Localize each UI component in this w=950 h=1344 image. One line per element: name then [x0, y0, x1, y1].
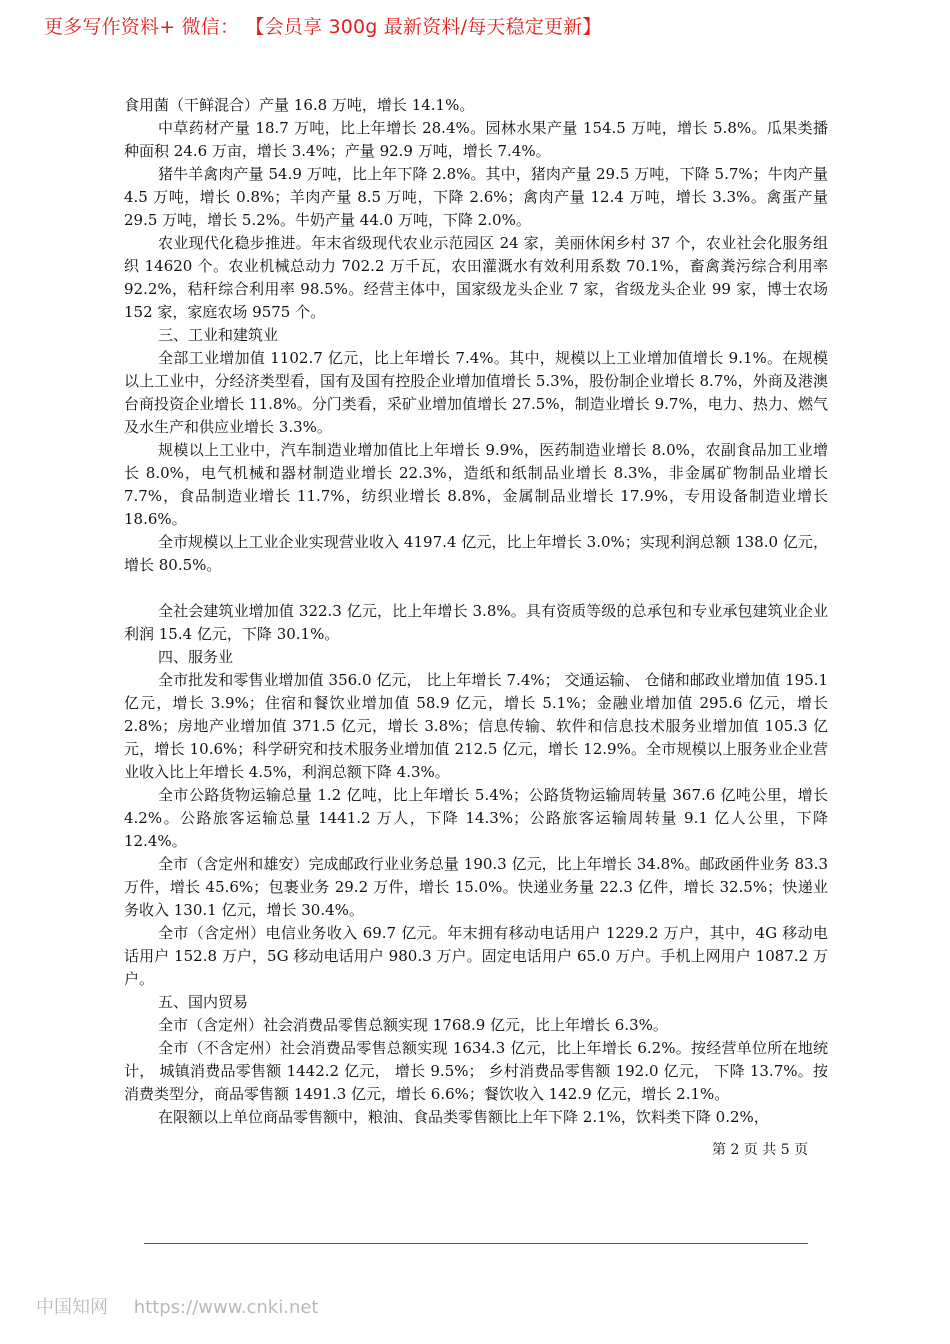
watermark-url: https://www.cnki.net	[133, 1297, 319, 1318]
cnki-watermark	[36, 1293, 318, 1319]
paragraph: 全部工业增加值 1102.7 亿元，比上年增长 7.4%。其中，规模以上工业增加值增长 9.1%。在规模以上工业中，分经济类型看，国有及国有控股企业增加值增长 5.3%，股份制企业增长 8.7%，外商及港澳台商投资企业增长 11.8%。分门类看，采矿业增加值增长 27.5%，制造业增长 9.7%，电力、热力、燃气及水生产和供应业增长 3.3%。	[124, 349, 828, 436]
page-number: 第 2 页 共 5 页	[712, 1142, 809, 1158]
paragraph: 全市（含定州和雄安）完成邮政行业业务总量 190.3 亿元，比上年增长 34.8%。邮政函件业务 83.3 万件，增长 45.6%；包裹业务 29.2 万件，增长 15.0%。快递业务量 22.3 亿件，增长 32.5%；快递业务收入 130.1 亿元，增长 30.4%。	[124, 855, 828, 919]
section-heading-services: 四、服务业	[158, 648, 234, 666]
paragraph-gap	[124, 577, 828, 600]
paragraph: 全市（含定州）电信业务收入 69.7 亿元。年末拥有移动电话用户 1229.2 万户，其中，4G 移动电话用户 152.8 万户，5G 移动电话用户 980.3 万户。固定电话用户 65.0 万户。手机上网用户 1087.2 万户。	[124, 924, 828, 988]
paragraph: 全市（不含定州）社会消费品零售总额实现 1634.3 亿元，比上年增长 6.2%。按经营单位所在地统计， 城镇消费品零售额 1442.2 亿元， 增长 9.5%； 乡村消费品零售额 192.0 亿元， 下降 13.7%。按消费类型分，商品零售额 1491.3 亿元，增长 6.6%；餐饮收入 142.9 亿元，增长 2.1%。	[124, 1039, 828, 1103]
section-heading-domestic-trade: 五、国内贸易	[158, 993, 249, 1011]
footer-divider	[144, 1243, 808, 1244]
paragraph: 全市公路货物运输总量 1.2 亿吨，比上年增长 5.4%；公路货物运输周转量 367.6 亿吨公里，增长 4.2%。公路旅客运输总量 1441.2 万人，下降 14.3%；公路旅客运输周转量 9.1 亿人公里，下降 12.4%。	[124, 786, 828, 850]
promo-banner: 更多写作资料+ 微信： 【会员享 300g 最新资料/每天稳定更新】	[44, 16, 602, 38]
paragraph: 全市批发和零售业增加值 356.0 亿元， 比上年增长 7.4%； 交通运输、 仓储和邮政业增加值 195.1 亿元，增长 3.9%；住宿和餐饮业增加值 58.9 亿元，增长 5.1%；金融业增加值 295.6 亿元，增长 2.8%；房地产业增加值 371.5 亿元，增长 3.8%；信息传输、软件和信息技术服务业增加值 105.3 亿元，增长 10.6%；科学研究和技术服务业增加值 212.5 亿元，增长 12.9%。全市规模以上服务业企业营业收入比上年增长 4.5%，利润总额下降 4.3%。	[124, 671, 828, 781]
paragraph: 在限额以上单位商品零售额中，粮油、食品类零售额比上年下降 2.1%，饮料类下降 0.2%，	[158, 1108, 769, 1126]
paragraph-continuation: 食用菌（干鲜混合）产量 16.8 万吨，增长 14.1%。	[124, 96, 475, 114]
paragraph: 规模以上工业中，汽车制造业增加值比上年增长 9.9%，医药制造业增长 8.0%，农副食品加工业增长 8.0%，电气机械和器材制造业增长 22.3%，造纸和纸制品业增长 8.3%，非金属矿物制品业增长 7.7%，食品制造业增长 11.7%，纺织业增长 8.8%，金属制品业增长 17.9%，专用设备制造业增长 18.6%。	[124, 441, 828, 528]
paragraph: 中草药材产量 18.7 万吨，比上年增长 28.4%。园林水果产量 154.5 万吨，增长 5.8%。瓜果类播种面积 24.6 万亩，增长 3.4%；产量 92.9 万吨，增长 7.4%。	[124, 119, 828, 160]
paragraph: 全市规模以上工业企业实现营业收入 4197.4 亿元，比上年增长 3.0%；实现利润总额 138.0 亿元，增长 80.5%。	[124, 533, 828, 574]
paragraph: 全社会建筑业增加值 322.3 亿元，比上年增长 3.8%。具有资质等级的总承包和专业承包建筑业企业利润 15.4 亿元，下降 30.1%。	[124, 602, 828, 643]
paragraph: 猪牛羊禽肉产量 54.9 万吨，比上年下降 2.8%。其中，猪肉产量 29.5 万吨，下降 5.7%；牛肉产量 4.5 万吨，增长 0.8%；羊肉产量 8.5 万吨，下降 2.6%；禽肉产量 12.4 万吨，增长 3.3%。禽蛋产量 29.5 万吨，增长 5.2%。牛奶产量 44.0 万吨，下降 2.0%。	[124, 165, 828, 229]
document-body	[124, 94, 828, 1129]
paragraph: 农业现代化稳步推进。年末省级现代农业示范园区 24 家，美丽休闲乡村 37 个，农业社会化服务组织 14620 个。农业机械总动力 702.2 万千瓦，农田灌溉水有效利用系数 70.1%，畜禽粪污综合利用率 92.2%，秸秆综合利用率 98.5%。经营主体中，国家级龙头企业 7 家，省级龙头企业 99 家，博士农场 152 家，家庭农场 9575 个。	[124, 234, 828, 321]
watermark-logo-text: 中国知网	[36, 1297, 108, 1318]
paragraph: 全市（含定州）社会消费品零售总额实现 1768.9 亿元，比上年增长 6.3%。	[158, 1016, 668, 1034]
section-heading-industry: 三、工业和建筑业	[158, 326, 279, 344]
